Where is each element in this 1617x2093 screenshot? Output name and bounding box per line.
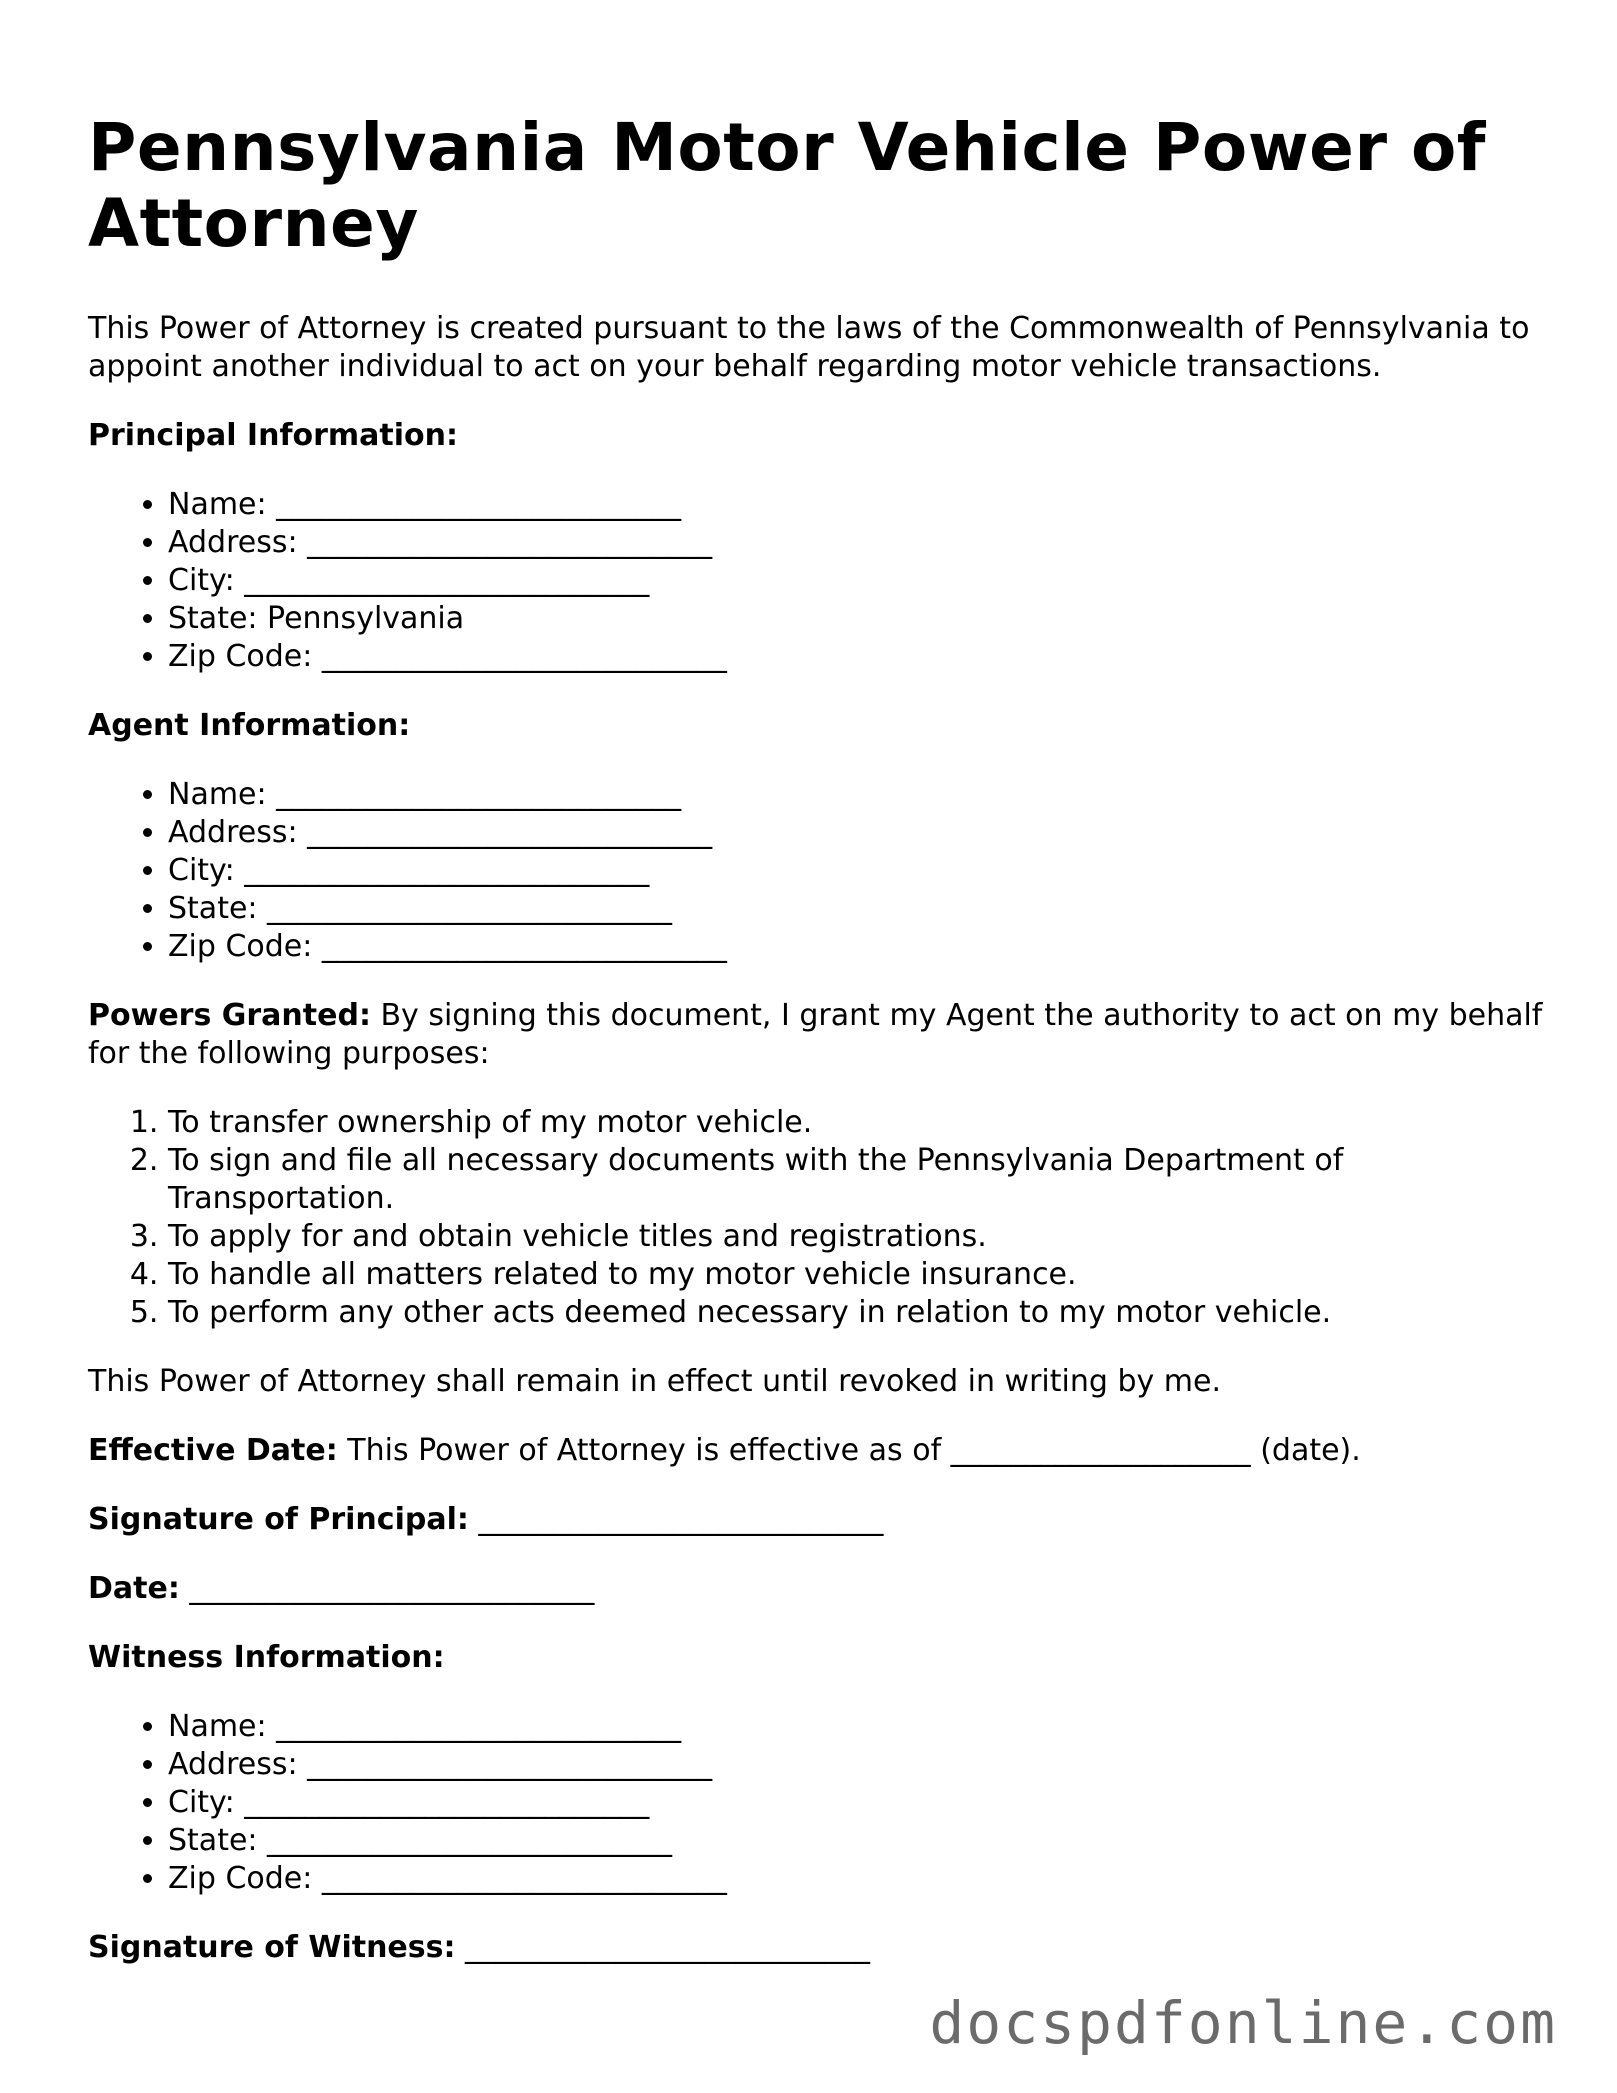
agent-zip-field: • Zip Code: ___________________________ <box>168 928 1548 966</box>
principal-address-field: • Address: ___________________________ <box>168 524 1548 562</box>
witness-signature-blank: ___________________________ <box>455 1930 871 1965</box>
principal-signature-blank: ___________________________ <box>468 1502 884 1537</box>
witness-fields <box>88 1708 1548 1898</box>
effective-date-label: Effective Date: <box>88 1433 338 1468</box>
powers-list <box>88 1104 1548 1332</box>
agent-state-field: • State: ___________________________ <box>168 890 1548 928</box>
witness-signature-label: Signature of Witness: <box>88 1930 456 1965</box>
agent-fields <box>88 776 1548 966</box>
effective-date-paragraph <box>88 1432 1548 1470</box>
principal-signature-label: Signature of Principal: <box>88 1502 469 1537</box>
effective-date-text: This Power of Attorney is effective as of ____________________ (date). <box>337 1433 1361 1468</box>
witness-name-field: • Name: ___________________________ <box>168 1708 1548 1746</box>
power-item: 5. To perform any other acts deemed necessary in relation to my motor vehicle. <box>168 1294 1548 1332</box>
date-blank: ___________________________ <box>179 1571 595 1606</box>
agent-name-field: • Name: ___________________________ <box>168 776 1548 814</box>
intro-paragraph: This Power of Attorney is created pursuant to the laws of the Commonwealth of Pennsylvania to appoint another individual to act on your behalf regarding motor vehicle transactions. <box>88 311 1530 384</box>
principal-state-field: • State: Pennsylvania <box>168 600 1548 638</box>
witness-city-field: • City: ___________________________ <box>168 1784 1548 1822</box>
principal-name-field: • Name: ___________________________ <box>168 486 1548 524</box>
document <box>88 110 1548 1998</box>
watermark-text: docspdfonline.com <box>929 1989 1557 2057</box>
agent-city-field: • City: ___________________________ <box>168 852 1548 890</box>
agent-address-field: • Address: ___________________________ <box>168 814 1548 852</box>
principal-city-field: • City: ___________________________ <box>168 562 1548 600</box>
principal-heading: Principal Information: <box>88 418 459 453</box>
witness-state-field: • State: ___________________________ <box>168 1822 1548 1860</box>
agent-heading: Agent Information: <box>88 708 411 743</box>
principal-fields <box>88 486 1548 676</box>
witness-address-field: • Address: ___________________________ <box>168 1746 1548 1784</box>
power-item: 4. To handle all matters related to my motor vehicle insurance. <box>168 1256 1548 1294</box>
principal-signature-line <box>88 1501 1548 1539</box>
powers-text: By signing this document, I grant my Agent the authority to act on my behalf for the following purposes: <box>88 998 1543 1071</box>
date-label: Date: <box>88 1571 180 1606</box>
powers-paragraph <box>88 997 1548 1073</box>
powers-label: Powers Granted: <box>88 998 371 1033</box>
date-line <box>88 1570 1548 1608</box>
witness-signature-line <box>88 1929 1548 1967</box>
power-item: 1. To transfer ownership of my motor vehicle. <box>168 1104 1548 1142</box>
power-item: 3. To apply for and obtain vehicle titles and registrations. <box>168 1218 1548 1256</box>
document-title: Pennsylvania Motor Vehicle Power of Attorney <box>88 109 1487 262</box>
witness-zip-field: • Zip Code: ___________________________ <box>168 1860 1548 1898</box>
power-item: 2. To sign and file all necessary documents with the Pennsylvania Department of Transportation. <box>168 1142 1548 1218</box>
witness-heading: Witness Information: <box>88 1640 445 1675</box>
principal-zip-field: • Zip Code: ___________________________ <box>168 638 1548 676</box>
revocation-paragraph: This Power of Attorney shall remain in effect until revoked in writing by me. <box>88 1364 1221 1399</box>
